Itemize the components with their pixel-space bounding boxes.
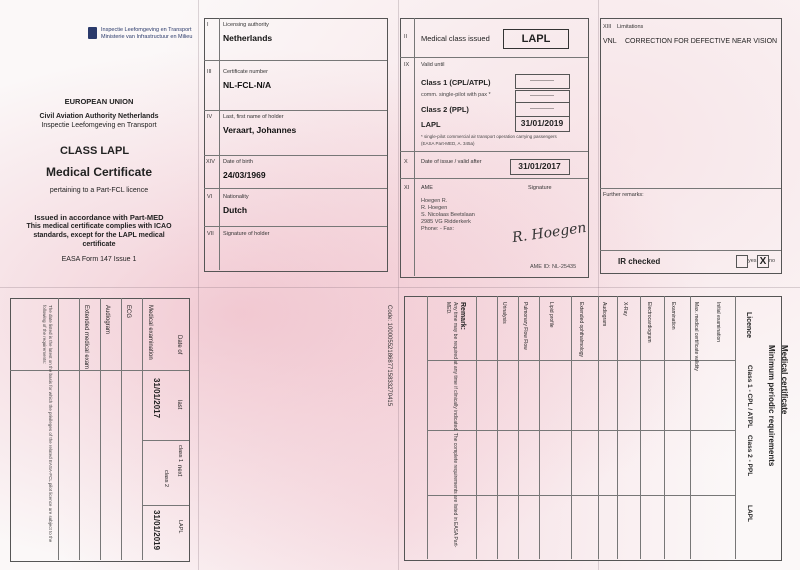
ilt-heading: Inspectie Leefomgeving en Transport: [41, 122, 157, 129]
eligibility-note: The date listed is the latest on the basis for which the privileges of the related EASA-FCL pilot licence are subject to the following of the requirements:: [42, 305, 53, 543]
ir-no-mark: X: [759, 256, 767, 267]
date-of-birth-label: Date of birth: [223, 159, 253, 165]
icao-line: certificate: [82, 241, 116, 248]
ame-id: AME ID: NL-25435: [530, 264, 577, 270]
page-title: Medical Certificate: [45, 165, 153, 179]
field-number: III: [207, 69, 212, 75]
col-class1: Class 1 - CPL / ATPL: [746, 365, 753, 429]
nationality-label: Nationality: [223, 194, 249, 200]
ir-yes-label: yes: [748, 258, 757, 264]
caa-heading: Civil Aviation Authority Netherlands: [39, 113, 159, 120]
authority-line: Inspectie Leefomgeving en Transport: [101, 27, 192, 33]
exam-row-medical: Medical examination: [147, 305, 153, 360]
exam-last-heading: last: [176, 400, 182, 410]
req-row: Initial examination: [715, 302, 721, 343]
ir-checked-label: IR checked: [618, 257, 661, 266]
req-row: Pulmonary Flow Flow: [522, 302, 528, 350]
note-line: (EASA Part-MED, A. 345a): [421, 141, 475, 146]
ame-line: 2985 VG Ridderkerk: [421, 219, 471, 225]
licensing-authority-label: Licensing authority: [223, 22, 269, 28]
medical-class-label: Medical class issued: [421, 34, 490, 43]
lapl-valid-until-value: 31/01/2019: [520, 118, 564, 128]
further-remarks-label: Further remarks:: [603, 192, 644, 198]
field-number: VII: [207, 231, 214, 237]
ir-yes-checkbox: [736, 255, 748, 268]
limitation-code: VNL: [603, 38, 617, 45]
req-row: Examination: [670, 302, 676, 330]
req-row: Extended ophthalmology: [578, 302, 584, 358]
field-number: VI: [207, 194, 213, 200]
exam-date-heading: Date of: [176, 335, 182, 355]
note-line: * single-pilot commercial air transport operation carrying passengers: [421, 134, 557, 139]
col-class2: Class 2 - PPL: [746, 435, 753, 477]
certificate-code: Code: 1000055218687715833270415: [386, 305, 392, 407]
remark-text: Any time may be required at any time if clinically indicated. The complete requirements are listed in EASA Part-MED.: [445, 302, 458, 548]
last-exam-date: 31/01/2017: [152, 378, 161, 419]
exam-row-ecg: ECG: [125, 305, 131, 319]
class2-label: Class 2 (PPL): [421, 105, 469, 114]
next-lapl-heading: LAPL: [177, 520, 183, 534]
field-number: II: [404, 34, 408, 40]
icao-line: This medical certificate complies with ICAO: [26, 223, 172, 230]
limitation-text: CORRECTION FOR DEFECTIVE NEAR VISION: [625, 38, 778, 45]
certificate-number-value: NL-FCL-N/A: [223, 80, 272, 90]
certificate-number-label: Certificate number: [223, 69, 268, 75]
holder-name-label: Last, first name of holder: [223, 114, 284, 120]
icao-line: standards, except for the LAPL medical: [33, 232, 165, 239]
field-number: IV: [207, 114, 213, 120]
req-row: Electrocardiogram: [646, 302, 652, 343]
exam-row-audiogram: Audiogram: [104, 305, 110, 335]
licence-heading: Licence: [745, 312, 752, 339]
form-number: EASA Form 147 Issue 1: [61, 256, 137, 263]
field-number: X: [404, 159, 408, 165]
req-row: Lipid profile: [548, 302, 554, 328]
date-of-birth-value: 24/03/1969: [223, 170, 266, 180]
logo-crest-icon: [88, 27, 97, 39]
req-row: Audiogram: [601, 302, 607, 327]
date-of-issue-value: 31/01/2017: [518, 161, 561, 171]
next-class2-heading: class 2: [163, 470, 169, 488]
issued-line: Issued in accordance with Part-MED: [34, 213, 164, 222]
ir-no-label: no: [769, 258, 776, 264]
col-lapl: LAPL: [746, 505, 753, 522]
field-number: XIII: [603, 24, 612, 30]
valid-until-label: Valid until: [421, 62, 445, 68]
medical-class-value-box: [503, 29, 569, 49]
ame-line: Hoegen R.: [421, 198, 448, 204]
date-of-issue-label: Date of issue / valid after: [421, 159, 482, 165]
limitations-box: [600, 18, 782, 274]
requirements-table: [404, 296, 782, 561]
field-number: IX: [404, 62, 410, 68]
next-lapl-date: 31/01/2019: [152, 510, 161, 551]
fold-line: [0, 287, 800, 288]
class2-value: ------------: [530, 106, 554, 112]
comm-label: comm. single-pilot with pax *: [421, 92, 491, 98]
ame-signature: R. Hoegen: [511, 219, 588, 247]
limitations-label: Limitations: [617, 24, 644, 30]
holder-signature-label: Signature of holder: [223, 231, 270, 237]
nationality-value: Dutch: [223, 205, 248, 215]
licensing-authority-value: Netherlands: [223, 33, 273, 43]
signature-label: Signature: [528, 185, 552, 191]
req-row: X-Ray: [622, 302, 628, 316]
req-row: Max. medical certificate validity: [693, 302, 699, 371]
fold-line: [398, 0, 399, 570]
requirements-title: Minimum periodic requirements: [767, 345, 776, 467]
ame-label: AME: [421, 185, 433, 191]
eu-heading: EUROPEAN UNION: [64, 97, 134, 106]
field-number: I: [207, 22, 209, 28]
comm-value: ------------: [530, 93, 554, 99]
exam-next-heading: next: [176, 465, 182, 477]
medical-class-value: LAPL: [521, 33, 551, 45]
remark-title: Remark:: [459, 302, 466, 331]
class1-value: ------------: [530, 78, 554, 84]
ir-no-checkbox: [757, 255, 769, 268]
ame-line: S. Nicolaas Beetslaan: [421, 212, 475, 218]
exam-row-extended: Extended medical exam: [83, 305, 89, 370]
class1-label: Class 1 (CPL/ATPL): [421, 78, 491, 87]
ministry-line: Ministerie van Infrastructuur en Milieu: [101, 34, 193, 40]
requirements-cert-title: Medical certificate: [780, 345, 789, 415]
next-class1-heading: class 1: [177, 445, 183, 463]
class-line: CLASS LAPL: [60, 145, 130, 157]
ame-line: R. Hoegen: [421, 205, 448, 211]
lapl-label: LAPL: [421, 120, 441, 129]
holder-name-value: Veraart, Johannes: [223, 125, 297, 135]
field-number: XI: [404, 185, 410, 191]
field-number: XIV: [206, 159, 215, 165]
fold-line: [198, 0, 199, 570]
req-row: Urinalysis: [501, 302, 507, 324]
ame-line: Phone: - Fax:: [421, 226, 455, 232]
subtitle: pertaining to a Part-FCL licence: [49, 187, 149, 194]
